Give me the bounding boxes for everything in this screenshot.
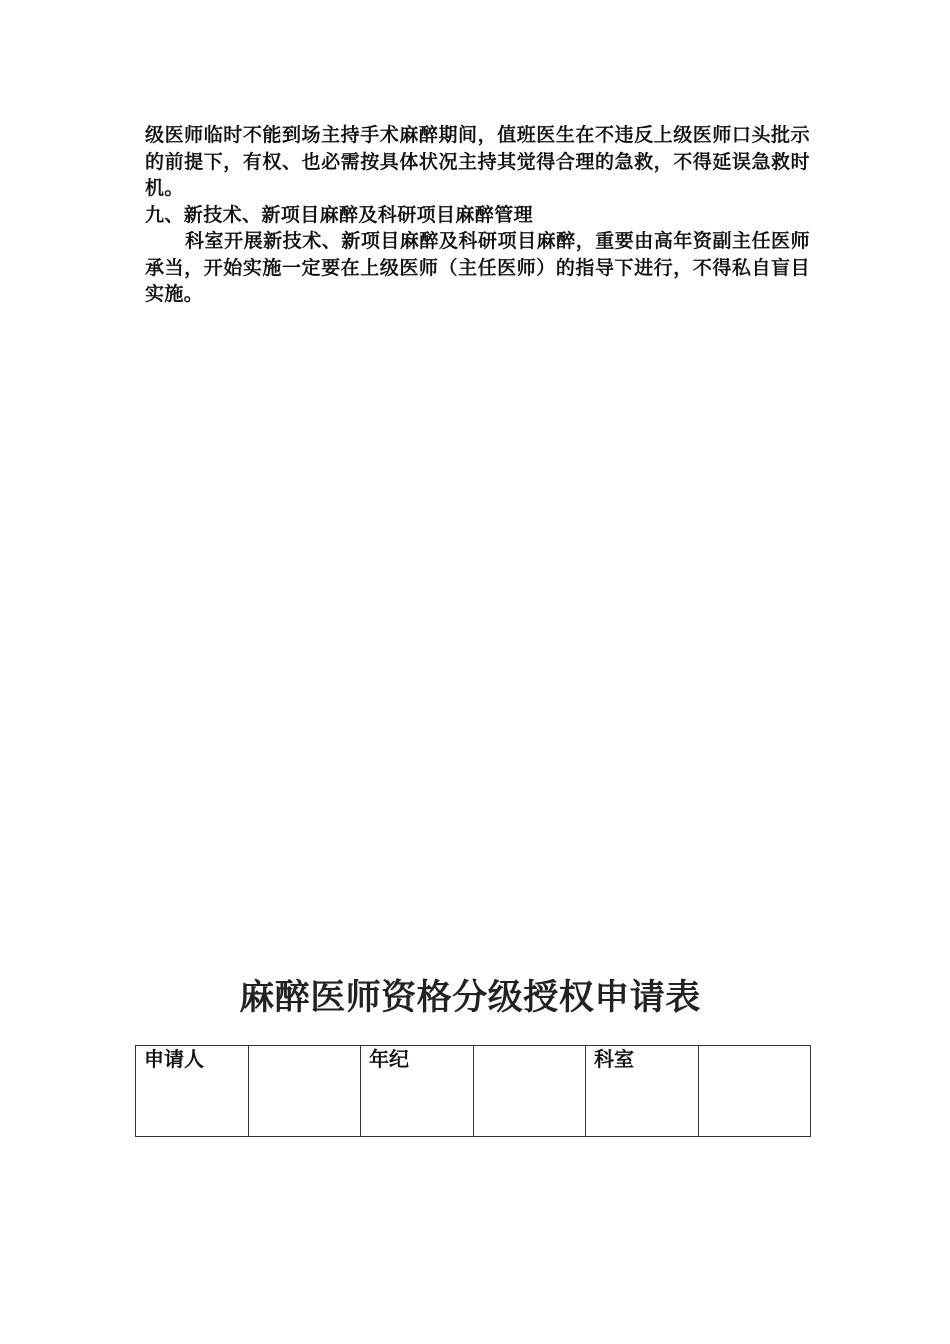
table-row [136, 1046, 811, 1137]
age-label: 年纪 [361, 1046, 474, 1137]
paragraph-continuation: 级医师临时不能到场主持手术麻醉期间，值班医生在不违反上级医师口头批示的前提下，有权、也必需按具体状况主持其觉得合理的急救，不得延误急救时机。 [145, 124, 810, 199]
applicant-label: 申请人 [136, 1046, 249, 1137]
form-title: 麻醉医师资格分级授权申请表 [239, 978, 701, 1018]
age-field[interactable] [473, 1046, 586, 1137]
application-form-table [135, 1045, 811, 1137]
body-text [145, 122, 810, 308]
section-heading: 九、新技术、新项目麻醉及科研项目麻醉管理 [145, 203, 534, 226]
applicant-field[interactable] [248, 1046, 361, 1137]
department-label: 科室 [586, 1046, 699, 1137]
paragraph-section-body: 科室开展新技术、新项目麻醉及科研项目麻醉，重要由高年资副主任医师承当，开始实施一定要在上级医师（主任医师）的指导下进行，不得私自盲目实施。 [145, 230, 810, 305]
department-field[interactable] [698, 1046, 811, 1137]
